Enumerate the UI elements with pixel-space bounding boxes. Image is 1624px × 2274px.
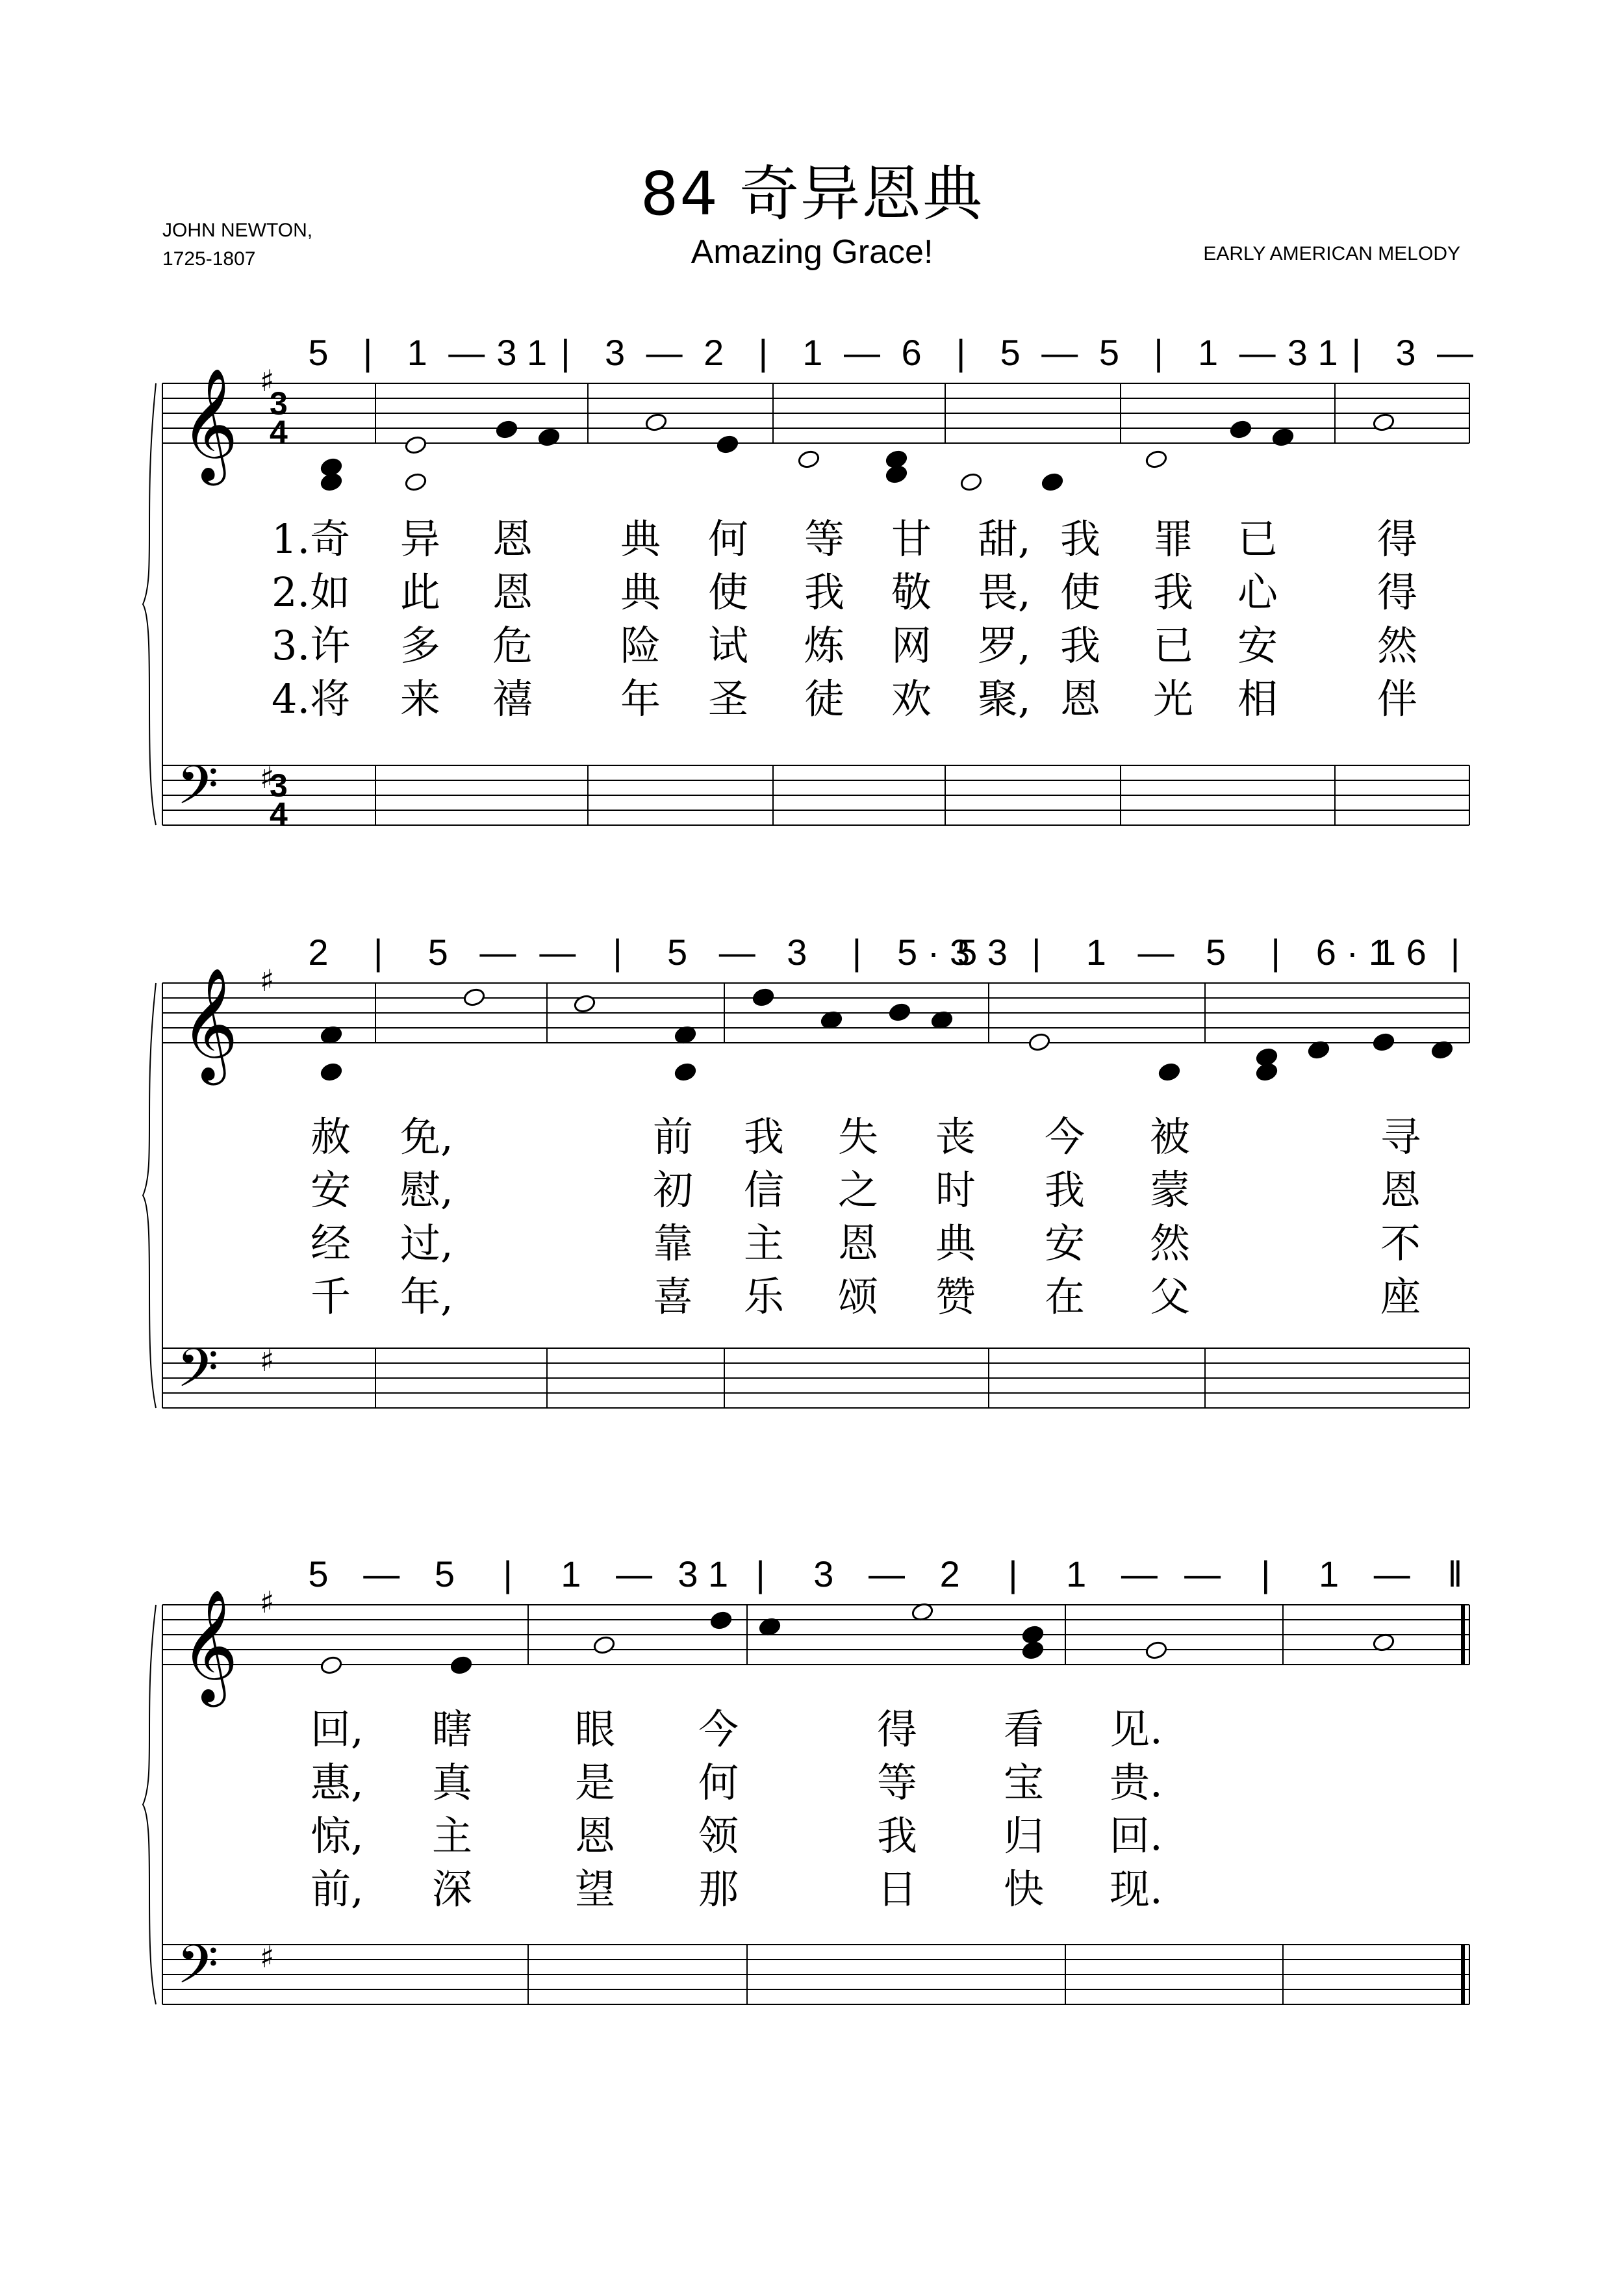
lyric-syllable: 2.如 [272,568,351,616]
jianpu-note: 5 [434,1553,455,1594]
jianpu-note: — [616,1553,653,1594]
lyric-syllable: 典 [935,1220,976,1267]
lyric-syllable: 慰, [400,1166,453,1214]
lyric-syllable: 炼 [804,622,845,669]
note-head [716,435,739,455]
hymn-subtitle: Amazing Grace! [691,233,933,271]
jianpu-note: — [869,1553,905,1594]
lyric-syllable: 禧 [492,675,533,722]
lyric-syllable: 主 [432,1812,473,1859]
lyric-syllable: 我 [744,1113,785,1160]
lyric-syllable: 望 [575,1865,616,1913]
bass-clef-icon: 𝄢 [177,754,219,830]
lyric-syllable: 我 [1045,1166,1085,1214]
lyric-syllable: 主 [744,1220,785,1267]
lyric-syllable: 年, [400,1273,453,1320]
jianpu-note: 5 [308,332,329,373]
jianpu-barline: | [613,932,622,973]
jianpu-barline: | [373,932,383,973]
jianpu-note: 5 [427,932,448,973]
note-head [1372,413,1395,433]
jianpu-note: 3 [787,932,807,973]
lyric-syllable: 恩 [575,1812,616,1859]
lyric-syllable: 前, [311,1865,364,1913]
jianpu-note: 1 [561,1553,581,1594]
sharp-icon: ♯ [260,363,275,398]
jianpu-note: 3 [813,1553,834,1594]
jianpu-note: — [1184,1553,1221,1594]
jianpu-note: 1 [1066,1553,1087,1594]
jianpu-note: — [646,332,683,373]
lyric-syllable: 免, [400,1113,453,1160]
note-head [959,472,983,492]
lyric-syllable: 信 [744,1166,785,1214]
lyric-syllable: 不 [1380,1220,1421,1267]
lyric-syllable: 使 [1060,568,1101,616]
note-head [888,1003,911,1023]
lyric-syllable: 是 [575,1759,616,1806]
sharp-icon: ♯ [260,760,275,795]
lyric-syllable: 宝 [1004,1759,1045,1806]
note-head [752,988,775,1008]
lyric-syllable: 徒 [804,675,845,722]
lyric-syllable: 来 [400,675,441,722]
jianpu-note: 6 · 1 [1315,932,1389,973]
lyric-syllable: 贵. [1110,1759,1163,1806]
jianpu-note: 5 [308,1553,329,1594]
note-head [463,988,486,1008]
lyric-syllable: 快 [1004,1865,1045,1913]
jianpu-note: 2 [704,332,724,373]
note-head [1021,1625,1045,1645]
jianpu-barline: | [1450,932,1460,973]
lyric-syllable: 父 [1150,1273,1191,1320]
jianpu-note: — [718,932,755,973]
note-head [644,413,668,433]
lyric-syllable: 座 [1380,1273,1421,1320]
lyric-syllable: 我 [1060,515,1101,563]
lyric-syllable: 我 [1060,622,1101,669]
jianpu-note: 5 [667,932,688,973]
lyric-syllable: 喜 [653,1273,694,1320]
jianpu-note: 3 1 [678,1553,729,1594]
lyric-syllable: 我 [1153,568,1194,616]
lyric-syllable: 已 [1237,515,1278,563]
lyric-syllable: 甘 [891,515,932,563]
lyric-syllable: 光 [1153,675,1194,722]
jianpu-note: 1 [1085,932,1106,973]
note-head [709,1611,733,1631]
lyric-syllable: 危 [492,622,533,669]
jianpu-note: 1 [407,332,427,373]
lyric-syllable: 日 [877,1865,918,1913]
jianpu-note: 3 [1395,332,1416,373]
lyric-syllable: 初 [653,1166,694,1214]
lyric-syllable: 乐 [744,1273,785,1320]
lyric-syllable: 千 [311,1273,351,1320]
lyric-syllable: 得 [877,1706,918,1753]
note-head [1229,420,1252,440]
treble-clef-icon: 𝄞 [181,368,238,481]
jianpu-note: 5 · 3 [897,932,971,973]
time-signature-top: 3 [270,385,288,422]
lyric-syllable: 时 [935,1166,976,1214]
lyric-syllable: 惊, [311,1812,364,1859]
lyric-syllable: 恩 [838,1220,879,1267]
lyric-syllable: 在 [1045,1273,1085,1320]
treble-clef-icon: 𝄞 [181,967,238,1080]
lyric-syllable: 安 [1045,1220,1085,1267]
lyric-syllable: 恩 [1380,1166,1421,1214]
jianpu-barline: | [1261,1553,1271,1594]
lyric-syllable: 已 [1153,622,1194,669]
lyric-syllable: 等 [804,515,845,563]
note-head [450,1655,473,1676]
note-head [1255,1062,1278,1082]
lyric-syllable: 寻 [1380,1113,1421,1160]
lyric-syllable: 圣 [708,675,749,722]
lyric-syllable: 敬 [891,568,932,616]
jianpu-note: — [363,1553,400,1594]
time-signature-bottom: 4 [270,414,288,450]
lyric-syllable: 伴 [1377,675,1418,722]
jianpu-note: 1 6 [1375,932,1427,973]
bass-clef-icon: 𝄢 [177,1933,219,2009]
jianpu-barline: | [561,332,570,373]
lyric-syllable: 3.许 [272,622,351,669]
author-dates: 1725-1807 [162,248,256,270]
jianpu-note: — [1041,332,1078,373]
lyric-syllable: 靠 [653,1220,694,1267]
lyric-syllable: 多 [400,622,441,669]
jianpu-note: — [479,932,516,973]
jianpu-note: 5 [1000,332,1021,373]
note-head [573,994,596,1014]
lyric-syllable: 畏, [978,568,1031,616]
jianpu-note: 1 [1318,1553,1339,1594]
lyric-syllable: 赦 [311,1113,351,1160]
hymn-title: 84 奇异恩典 [640,159,984,229]
jianpu-note: — [1137,932,1174,973]
lyric-syllable: 我 [877,1812,918,1859]
lyric-syllable: 相 [1237,675,1278,722]
lyric-syllable: 何 [708,515,749,563]
jianpu-barline: | [362,332,373,373]
lyric-syllable: 之 [838,1166,879,1214]
lyric-syllable: 赞 [935,1273,976,1320]
note-head [320,1062,343,1082]
jianpu-barline: | [1351,332,1362,373]
jianpu-note: 6 [901,332,922,373]
lyric-syllable: 险 [620,622,661,669]
sharp-icon: ♯ [260,1939,275,1974]
lyric-syllable: 此 [400,568,441,616]
jianpu-barline: | [758,332,768,373]
jianpu-note: 3 [604,332,626,373]
lyric-syllable: 被 [1150,1113,1191,1160]
sharp-icon: ♯ [260,1343,275,1378]
jianpu-note: — [539,932,576,973]
lyric-syllable: 归 [1004,1812,1045,1859]
jianpu-barline: | [503,1553,513,1594]
lyric-syllable: 深 [432,1865,473,1913]
lyric-syllable: 那 [698,1865,739,1913]
lyric-syllable: 恩 [1060,675,1101,722]
brace [143,983,156,1408]
lyric-syllable: 看 [1004,1706,1045,1753]
lyric-syllable: 过, [400,1220,453,1267]
jianpu-barline: ‖ [1447,1553,1463,1594]
lyric-syllable: 我 [804,568,845,616]
lyric-syllable: 今 [1045,1113,1085,1160]
note-head [1145,1641,1168,1661]
lyric-syllable: 心 [1237,568,1278,616]
time-signature-bottom: 4 [270,796,288,832]
lyric-syllable: 得 [1377,515,1418,563]
lyric-syllable: 恩 [492,515,533,563]
brace [143,1605,156,2004]
jianpu-note: — [1437,332,1473,373]
lyric-syllable: 丧 [935,1113,976,1160]
lyric-syllable: 安 [311,1166,351,1214]
jianpu-barline: | [1271,932,1280,973]
note-head [537,428,561,448]
note-head [1041,472,1064,492]
note-head [404,435,427,455]
lyric-syllable: 然 [1377,622,1418,669]
lyric-syllable: 等 [877,1759,918,1806]
jianpu-note: — [1239,332,1276,373]
lyric-syllable: 使 [708,568,749,616]
lyric-syllable: 眼 [575,1706,616,1753]
jianpu-note: — [448,332,485,373]
brace [143,383,156,825]
note-head [1028,1032,1051,1053]
lyric-syllable: 4.将 [272,675,351,722]
sharp-icon: ♯ [260,963,275,998]
jianpu-barline: | [755,1553,765,1594]
note-head [320,472,343,492]
note-head [495,420,518,440]
lyric-syllable: 惠, [311,1759,364,1806]
jianpu-note: 5 [1098,332,1119,373]
lyric-syllable: 见. [1110,1706,1163,1753]
jianpu-note: 1 [1197,332,1219,373]
lyric-syllable: 甜, [978,515,1031,563]
time-signature-top: 3 [270,767,288,804]
lyric-syllable: 恩 [492,568,533,616]
note-head [797,450,820,470]
lyric-syllable: 蒙 [1150,1166,1191,1214]
author-name: JOHN NEWTON, [162,220,313,241]
jianpu-note: 1 [802,332,823,373]
note-head [674,1062,697,1082]
lyric-syllable: 回. [1110,1812,1163,1859]
note-head [592,1635,616,1655]
lyric-syllable: 典 [620,515,661,563]
lyric-syllable: 异 [400,515,441,563]
jianpu-note: 2 [308,932,329,973]
jianpu-note: 5 [1206,932,1226,973]
lyric-syllable: 领 [698,1812,739,1859]
lyric-syllable: 1.奇 [272,515,351,563]
note-head [1145,450,1168,470]
lyric-syllable: 瞎 [432,1706,473,1753]
jianpu-note: 3 1 [1287,332,1338,373]
jianpu-note: 3 1 [496,332,548,373]
treble-clef-icon: 𝄞 [181,1589,238,1702]
jianpu-note: — [843,332,880,373]
lyric-syllable: 真 [432,1759,473,1806]
sharp-icon: ♯ [260,1585,275,1620]
lyric-syllable: 罗, [978,622,1031,669]
jianpu-barline: | [956,332,966,373]
lyric-syllable: 年 [620,675,661,722]
lyric-syllable: 然 [1150,1220,1191,1267]
lyric-syllable: 试 [708,622,749,669]
jianpu-barline: | [1154,332,1163,373]
note-head [885,465,908,485]
lyric-syllable: 何 [698,1759,739,1806]
note-head [320,1655,343,1676]
lyric-syllable: 得 [1377,568,1418,616]
lyric-syllable: 回, [311,1706,364,1753]
jianpu-note: — [1373,1553,1410,1594]
lyric-syllable: 今 [698,1706,739,1753]
note-head [404,472,427,492]
jianpu-note: 5 3 [957,932,1008,973]
lyric-syllable: 安 [1237,622,1278,669]
lyric-syllable: 现. [1110,1865,1163,1913]
lyric-syllable: 聚, [978,675,1031,722]
jianpu-note: 2 [939,1553,960,1594]
note-head [1021,1641,1045,1661]
lyric-syllable: 颂 [838,1273,879,1320]
lyric-syllable: 前 [653,1113,694,1160]
lyric-syllable: 罪 [1153,515,1194,563]
composer-credit: EARLY AMERICAN MELODY [1203,243,1460,264]
lyric-syllable: 典 [620,568,661,616]
jianpu-barline: | [1031,932,1041,973]
lyric-syllable: 网 [891,622,932,669]
note-head [1158,1062,1181,1082]
note-head [1271,428,1295,448]
jianpu-note: — [1121,1553,1158,1594]
note-head [1372,1032,1395,1053]
jianpu-barline: | [1008,1553,1018,1594]
bass-clef-icon: 𝄢 [177,1336,219,1412]
jianpu-barline: | [852,932,862,973]
lyric-syllable: 欢 [891,675,932,722]
lyric-syllable: 失 [838,1113,879,1160]
lyric-syllable: 经 [311,1220,351,1267]
